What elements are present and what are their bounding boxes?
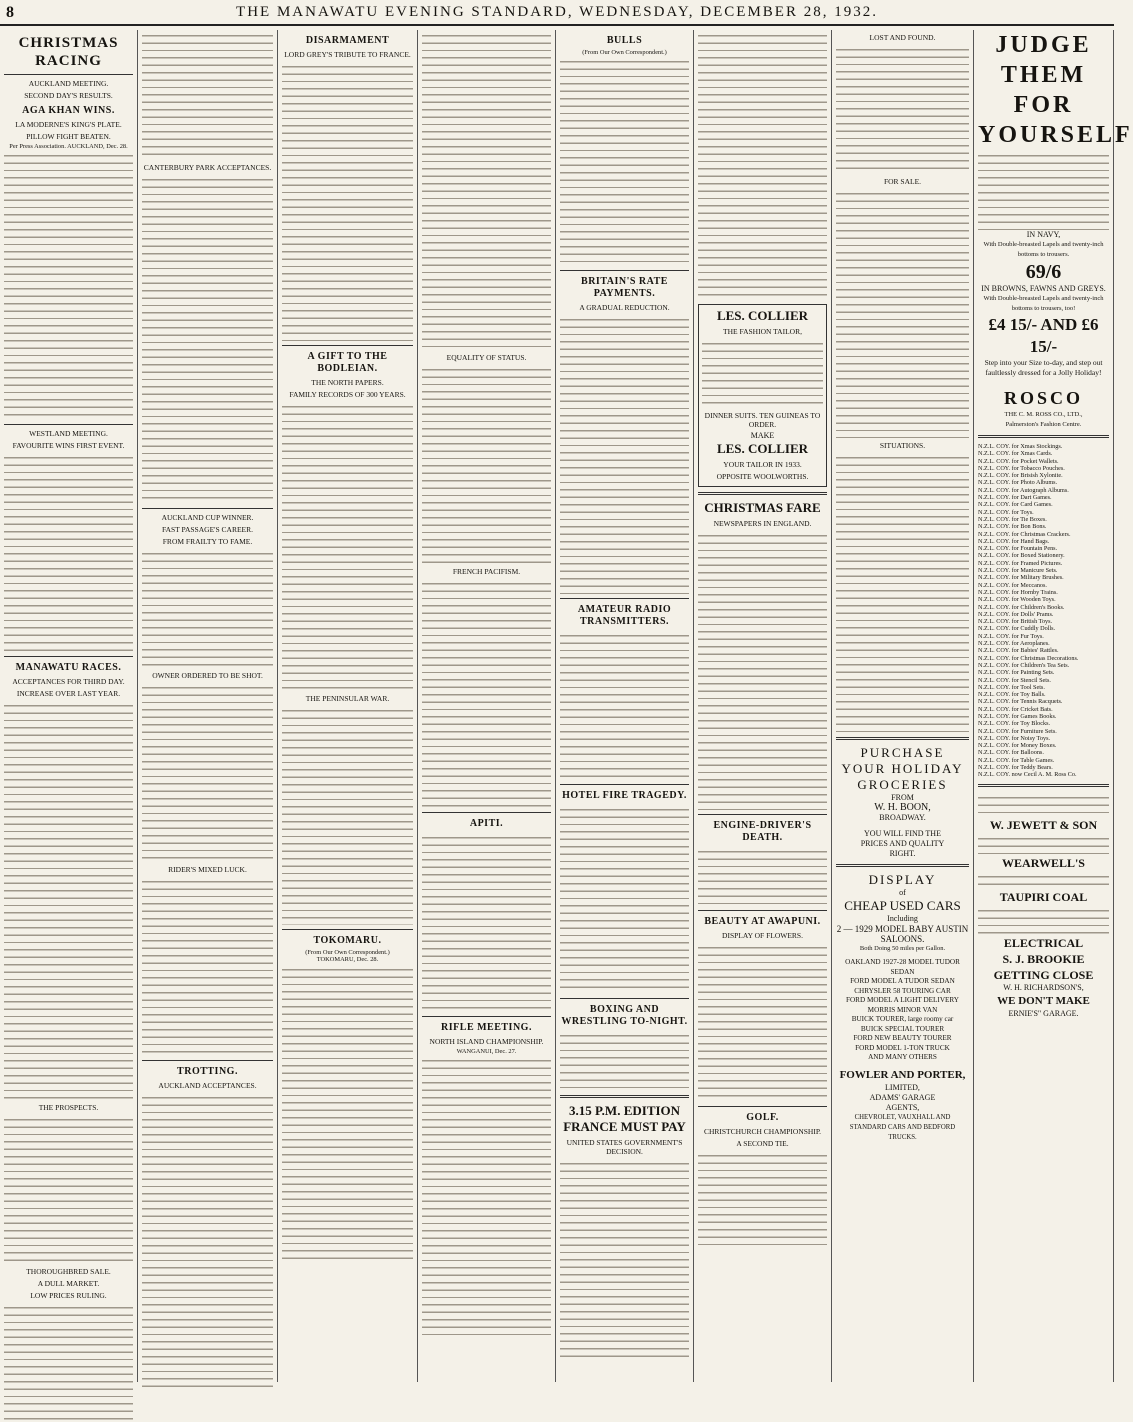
newspaper-title: THE MANAWATU EVENING STANDARD, WEDNESDAY, DECEMBER 28, 1932.	[236, 4, 878, 20]
ad-line: IN BROWNS, FAWNS AND GREYS.	[981, 284, 1106, 293]
ad-line: Step into your Size to-day, and step out faultlessly dressed for a Jolly Holiday!	[984, 358, 1103, 377]
nzli-list-item: N.Z.L. COY. for Money Boxes.	[978, 742, 1057, 750]
article-body	[4, 452, 133, 652]
ad-line: YOUR HOLIDAY	[841, 761, 964, 776]
subhead: AUCKLAND ACCEPTANCES.	[158, 1081, 257, 1090]
nzli-list-item: N.Z.L. COY. for Toys.	[978, 508, 1034, 516]
nzli-list-item: N.Z.L. COY. for Tie Boxes.	[978, 515, 1047, 523]
nzli-list-item: N.Z.L. COY. for Balloons.	[978, 749, 1044, 757]
subhead: DISPLAY OF FLOWERS.	[722, 931, 803, 940]
subhead: WESTLAND MEETING.	[29, 429, 108, 439]
subhead: A GRADUAL REDUCTION.	[579, 303, 670, 313]
ad-line: With Double-breasted Lapels and twenty-inch bottoms to trousers.	[983, 241, 1104, 258]
nzli-list-item: N.Z.L. COY. for Fountain Pens.	[978, 545, 1058, 553]
headline-rate-payments: BRITAIN'S RATE PAYMENTS.	[581, 276, 668, 300]
subhead: A SECOND TIE.	[736, 1139, 789, 1148]
nzli-list-item: N.Z.L. COY. for Xmas Cards.	[978, 450, 1053, 458]
article-body	[560, 56, 689, 266]
nzli-list-item: N.Z.L. COY. for Stencil Sets.	[978, 676, 1051, 684]
article-body	[282, 401, 413, 691]
subhead: PILLOW FIGHT BEATEN.	[26, 132, 111, 141]
ad-line: CHEAP USED CARS	[844, 898, 961, 913]
article-body	[4, 150, 133, 420]
headline-rifle-meeting: RIFLE MEETING.	[441, 1022, 532, 1033]
nzli-list-item: N.Z.L. COY. for Table Games.	[978, 756, 1055, 764]
nzli-list-item: N.Z.L. COY. for Manicure Sets.	[978, 567, 1058, 575]
subhead: LA MODERNE'S KING'S PLATE.	[15, 120, 122, 129]
subhead: ACCEPTANCES FOR THIRD DAY.	[12, 677, 125, 687]
column-3	[278, 30, 418, 1382]
article-body	[142, 174, 273, 504]
car-list-item: BUICK TOURER, large roomy car	[851, 1015, 954, 1023]
page-number: 8	[6, 4, 14, 21]
advertiser-name: W. JEWETT & SON	[989, 817, 1098, 832]
subhead: CHRISTCHURCH CHAMPIONSHIP.	[703, 1127, 822, 1136]
headline-bulls: BULLS	[606, 35, 643, 46]
article-body	[560, 314, 689, 594]
nzli-list-item: N.Z.L. COY. for Hornby Trains.	[978, 588, 1058, 596]
advertiser-name: W. H. BOON,	[874, 802, 931, 813]
ad-headline: THEM	[1000, 62, 1087, 88]
article-body	[698, 530, 827, 810]
ad-subtitle: THE FASHION TAILOR,	[723, 327, 802, 336]
ad-line: PRICES AND QUALITY	[860, 839, 945, 848]
headline-apiti: APITI.	[469, 818, 504, 829]
ad-les-collier	[698, 304, 827, 487]
subhead: FAST PASSAGE'S CAREER.	[161, 525, 254, 534]
article-body	[698, 942, 827, 1102]
subhead: AUCKLAND MEETING.	[28, 79, 109, 88]
article-body	[698, 1150, 827, 1250]
masthead	[0, 0, 1114, 26]
ad-headline: FOR	[1013, 92, 1074, 118]
nzli-list-item: N.Z.L. COY. for Tobacco Pouches.	[978, 464, 1065, 472]
headline-tokomaru: TOKOMARU.	[313, 935, 382, 946]
subhead: FROM FRAILTY TO FAME.	[162, 537, 253, 546]
ad-headline: GETTING CLOSE	[993, 967, 1094, 982]
ad-body	[702, 338, 823, 408]
ad-headline: YOURSELF	[978, 122, 1133, 148]
classified-heading: LOST AND FOUND.	[869, 33, 936, 42]
ad-line: Both Doing 50 miles per Gallon.	[859, 945, 946, 952]
nzli-list-item: N.Z.L. COY. for Card Games.	[978, 501, 1053, 509]
ad-line: Palmerston's Fashion Centre.	[1005, 421, 1082, 428]
nzli-list-item: N.Z.L. COY. for Meccanos.	[978, 581, 1047, 589]
headline-boxing: BOXING AND WRESTLING TO-NIGHT.	[561, 1004, 688, 1028]
headline-bodleian: A GIFT TO THE BODLEIAN.	[307, 351, 388, 374]
advertiser-name: TAUPIRI COAL	[999, 889, 1088, 904]
ad-line: YOUR TAILOR IN 1933.	[723, 460, 802, 469]
headline-hotel-fire: HOTEL FIRE TRAGEDY.	[562, 790, 687, 802]
ad-line: YOU WILL FIND THE	[864, 829, 941, 838]
article-body	[4, 1302, 133, 1422]
ad-line: FROM	[891, 793, 914, 802]
ad-body	[978, 150, 1109, 230]
ad-headline: WE DON'T MAKE	[997, 994, 1090, 1007]
subhead: EQUALITY OF STATUS.	[446, 353, 527, 362]
car-list-item: FORD MODEL A TUDOR SEDAN	[850, 977, 955, 985]
headline-engine-driver: ENGINE-DRIVER'S DEATH.	[713, 820, 812, 843]
subhead: TROTTING.	[177, 1066, 238, 1077]
ad-headline: JUDGE	[995, 32, 1092, 58]
car-list-item: BUICK SPECIAL TOURER	[860, 1024, 945, 1033]
nzli-list-item: N.Z.L. COY. for Photo Albums.	[978, 479, 1058, 487]
ad-body	[978, 905, 1109, 935]
article-body	[422, 30, 551, 350]
ad-line: With Double-breasted Lapels and twenty-inch bottoms to trousers, too!	[983, 295, 1104, 312]
column-4	[418, 30, 556, 1382]
subhead: FRENCH PACIFISM.	[452, 567, 521, 576]
ad-body	[978, 792, 1109, 817]
article-body	[142, 876, 273, 1056]
headline-golf: GOLF.	[746, 1112, 779, 1123]
article-body	[422, 832, 551, 1012]
classifieds	[836, 44, 969, 174]
nzli-list-item: N.Z.L. COY. for Boxed Stationery.	[978, 552, 1065, 560]
car-list-item: OAKLAND 1927-28 MODEL TUDOR SEDAN	[845, 958, 960, 976]
nzli-list-item: N.Z.L. COY. for Christmas Crackers.	[978, 530, 1071, 538]
nzli-list-item: N.Z.L. COY. now Cecil A. M. Ross Co.	[978, 771, 1077, 779]
advertiser-name: LES. COLLIER	[716, 441, 809, 456]
ad-line: GROCERIES	[857, 777, 948, 792]
article-body	[142, 548, 273, 668]
ad-line: THE C. M. ROSS CO., LTD.,	[1004, 411, 1083, 418]
dateline: Per Press Association. AUCKLAND, Dec. 28.	[9, 143, 128, 150]
nzli-list-item: N.Z.L. COY. for Noisy Toys.	[978, 734, 1051, 742]
subhead: SECOND DAY'S RESULTS.	[24, 91, 113, 100]
article-body	[560, 630, 689, 780]
nzli-list-item: N.Z.L. COY. for Games Books.	[978, 712, 1057, 720]
nzli-list-item: N.Z.L. COY. for British Toys.	[978, 618, 1053, 626]
column-8	[974, 30, 1133, 1382]
nzli-list-item: N.Z.L. COY. for Furniture Sets.	[978, 727, 1057, 735]
article-body	[422, 1055, 551, 1335]
subhead: THE PROSPECTS.	[38, 1103, 99, 1113]
nzli-list-item: N.Z.L. COY. for Cricket Bats.	[978, 705, 1053, 713]
article-body	[560, 1030, 689, 1090]
ad-line: ADAMS' GARAGE	[869, 1092, 936, 1102]
article-body	[422, 578, 551, 808]
nzli-list-item: N.Z.L. COY. for Hand Bags.	[978, 537, 1050, 545]
dateline: WANGANUI, Dec. 27.	[456, 1048, 517, 1055]
classifieds	[836, 452, 969, 732]
nzli-list-item: N.Z.L. COY. for Toy Balls.	[978, 691, 1046, 699]
subhead: A DULL MARKET.	[37, 1279, 100, 1289]
ad-line: BROADWAY.	[879, 813, 926, 822]
nzli-list-item: N.Z.L. COY. for Dolls' Prams.	[978, 610, 1054, 618]
nzli-list-item: N.Z.L. COY. for Children's Tea Sets.	[978, 661, 1070, 669]
nzli-list-item: N.Z.L. COY. for Wooden Toys.	[978, 596, 1056, 604]
column-2	[138, 30, 278, 1382]
subhead: OWNER ORDERED TO BE SHOT.	[152, 671, 263, 680]
subhead: FAVOURITE WINS FIRST EVENT.	[12, 441, 125, 451]
article-body	[142, 682, 273, 862]
nzli-list	[978, 443, 1109, 779]
byline: (From Our Own Correspondent.)	[305, 949, 390, 956]
car-list-item: FORD NEW BEAUTY TOURER	[853, 1034, 952, 1042]
nzli-list-item: N.Z.L. COY. for Autograph Albums.	[978, 486, 1069, 494]
subhead: UNITED STATES GOVERNMENT'S DECISION.	[566, 1138, 683, 1157]
advertiser-name: FOWLER AND PORTER,	[839, 1068, 966, 1081]
article-body	[142, 1092, 273, 1392]
byline: (From Our Own Correspondent.)	[582, 49, 667, 56]
nzli-list-item: N.Z.L. COY. for Tool Sets.	[978, 683, 1045, 691]
article-body	[560, 804, 689, 994]
advertiser-name: LES. COLLIER	[716, 308, 809, 323]
headline-france-must-pay: FRANCE MUST PAY	[563, 1119, 686, 1135]
article-body	[282, 61, 413, 341]
classified-heading: SITUATIONS.	[879, 441, 926, 450]
car-list-item: FORD MODEL A LIGHT DELIVERY	[845, 996, 959, 1004]
nzli-list-item: N.Z.L. COY. for Military Brushes.	[978, 574, 1064, 582]
ad-line: DISPLAY	[868, 872, 937, 887]
article-body	[4, 1114, 133, 1264]
subhead: INCREASE OVER LAST YEAR.	[16, 689, 121, 699]
subhead: MANAWATU RACES.	[15, 662, 122, 674]
subhead: FAMILY RECORDS OF 300 YEARS.	[289, 390, 406, 399]
article-body	[282, 705, 413, 925]
ad-body	[978, 833, 1109, 855]
ad-line: IN NAVY,	[1026, 230, 1061, 239]
nzli-list-item: N.Z.L. COY. for Aeroplanes.	[978, 640, 1050, 648]
nzli-list-item: N.Z.L. COY. for Pocket Wallets.	[978, 457, 1059, 465]
ad-headline: ELECTRICAL	[1003, 935, 1084, 950]
nzli-list-item: N.Z.L. COY. for Babies' Rattles.	[978, 647, 1059, 655]
column-6	[694, 30, 832, 1382]
ad-price: £4 15/- AND £6 15/-	[988, 315, 1099, 356]
ad-line: Including	[887, 914, 918, 923]
headline-radio: AMATEUR RADIO TRANSMITTERS.	[577, 604, 672, 628]
article-body	[422, 364, 551, 564]
subhead: THE PENINSULAR WAR.	[305, 694, 390, 703]
advertiser-name: ERNIE'S" GARAGE.	[1008, 1008, 1079, 1018]
ad-line: OPPOSITE WOOLWORTHS.	[716, 472, 809, 481]
article-body	[142, 30, 273, 160]
subhead: THOROUGHBRED SALE.	[26, 1267, 111, 1277]
nzli-list-item: N.Z.L. COY. for Fur Toys.	[978, 632, 1044, 640]
advertiser-name: W. H. RICHARDSON'S,	[1003, 982, 1084, 992]
advertiser-name: ROSCO	[1003, 388, 1083, 408]
advertiser-name: WEARWELL'S	[1002, 855, 1085, 870]
subhead: AUCKLAND CUP WINNER.	[161, 513, 254, 522]
ad-price: 69/6	[1025, 261, 1062, 283]
car-list-item: FORD MODEL 1-TON TRUCK	[855, 1043, 950, 1052]
article-body	[282, 964, 413, 1264]
headline-christmas-fare: CHRISTMAS FARE	[704, 500, 821, 515]
nzli-list-item: N.Z.L. COY. for Cuddly Dolls.	[978, 625, 1056, 633]
ad-line: MAKE	[750, 431, 775, 440]
ad-line: DINNER SUITS. TEN GUINEAS TO ORDER.	[704, 411, 821, 429]
ad-line: 2 — 1929 MODEL BABY AUSTIN SALOONS.	[836, 924, 969, 944]
subhead: LOW PRICES RULING.	[30, 1291, 107, 1301]
ad-line: of	[899, 888, 906, 897]
nzli-list-item: N.Z.L. COY. for Tennis Racquets.	[978, 698, 1063, 706]
article-body	[560, 1158, 689, 1358]
column-5	[556, 30, 694, 1382]
nzli-list-item: N.Z.L. COY. for Toy Blocks.	[978, 720, 1051, 728]
nzli-list-item: N.Z.L. COY. for Painting Sets.	[978, 669, 1055, 677]
nzli-list-item: N.Z.L. COY. for Xmas Stockings.	[978, 443, 1063, 450]
ad-line: AGENTS,	[885, 1102, 920, 1112]
car-list-item: AND MANY OTHERS	[868, 1053, 937, 1061]
ad-body	[978, 871, 1109, 889]
headline-christmas-racing: CHRISTMAS RACING	[18, 35, 119, 69]
advertiser-name: S. J. BROOKIE	[1002, 951, 1085, 966]
nzli-list-item: N.Z.L. COY. for Framed Pictures.	[978, 559, 1063, 567]
nzli-list-item: N.Z.L. COY. for Children's Books.	[978, 603, 1065, 611]
subhead: THE NORTH PAPERS.	[311, 378, 384, 387]
ad-line: PURCHASE	[860, 745, 945, 760]
article-body	[698, 846, 827, 906]
nzli-list-item: N.Z.L. COY. for Teddy Bears.	[978, 764, 1053, 772]
ad-line: RIGHT.	[889, 849, 916, 858]
headline-disarmament: DISARMAMENT	[305, 35, 390, 46]
subhead: NEWSPAPERS IN ENGLAND.	[713, 519, 812, 528]
nzli-list-item: N.Z.L. COY. for Dart Games.	[978, 494, 1052, 502]
edition-banner: 3.15 P.M. EDITION	[568, 1103, 681, 1119]
dateline: TOKOMARU, Dec. 28.	[316, 956, 379, 964]
car-list	[836, 958, 969, 1063]
subhead: CANTERBURY PARK ACCEPTANCES.	[143, 163, 272, 172]
article-body	[4, 700, 133, 1100]
car-list-item: CHRYSLER 58 TOURING CAR	[854, 986, 951, 995]
nzli-list-item: N.Z.L. COY. for Brisish Xylonite.	[978, 472, 1063, 480]
classifieds	[698, 30, 827, 300]
nzli-list-item: N.Z.L. COY. for Christmas Decorations.	[978, 654, 1079, 662]
subhead: LORD GREY'S TRIBUTE TO FRANCE.	[284, 50, 411, 59]
car-list-item: MORRIS MINOR VAN	[867, 1005, 938, 1014]
subhead: AGA KHAN WINS.	[22, 105, 115, 116]
nzli-list-item: N.Z.L. COY. for Bon Bons.	[978, 523, 1047, 531]
classified-heading: FOR SALE.	[883, 177, 922, 186]
classifieds	[836, 188, 969, 438]
column-1	[0, 30, 138, 1382]
ad-line: CHEVROLET, VAUXHALL AND STANDARD CARS AND BEDFORD TRUCKS.	[849, 1113, 956, 1141]
column-7	[832, 30, 974, 1382]
headline-awapuni: BEAUTY AT AWAPUNI.	[704, 916, 821, 927]
subhead: RIDER'S MIXED LUCK.	[168, 865, 247, 874]
ad-line: LIMITED,	[885, 1082, 920, 1092]
subhead: NORTH ISLAND CHAMPIONSHIP.	[429, 1037, 544, 1046]
